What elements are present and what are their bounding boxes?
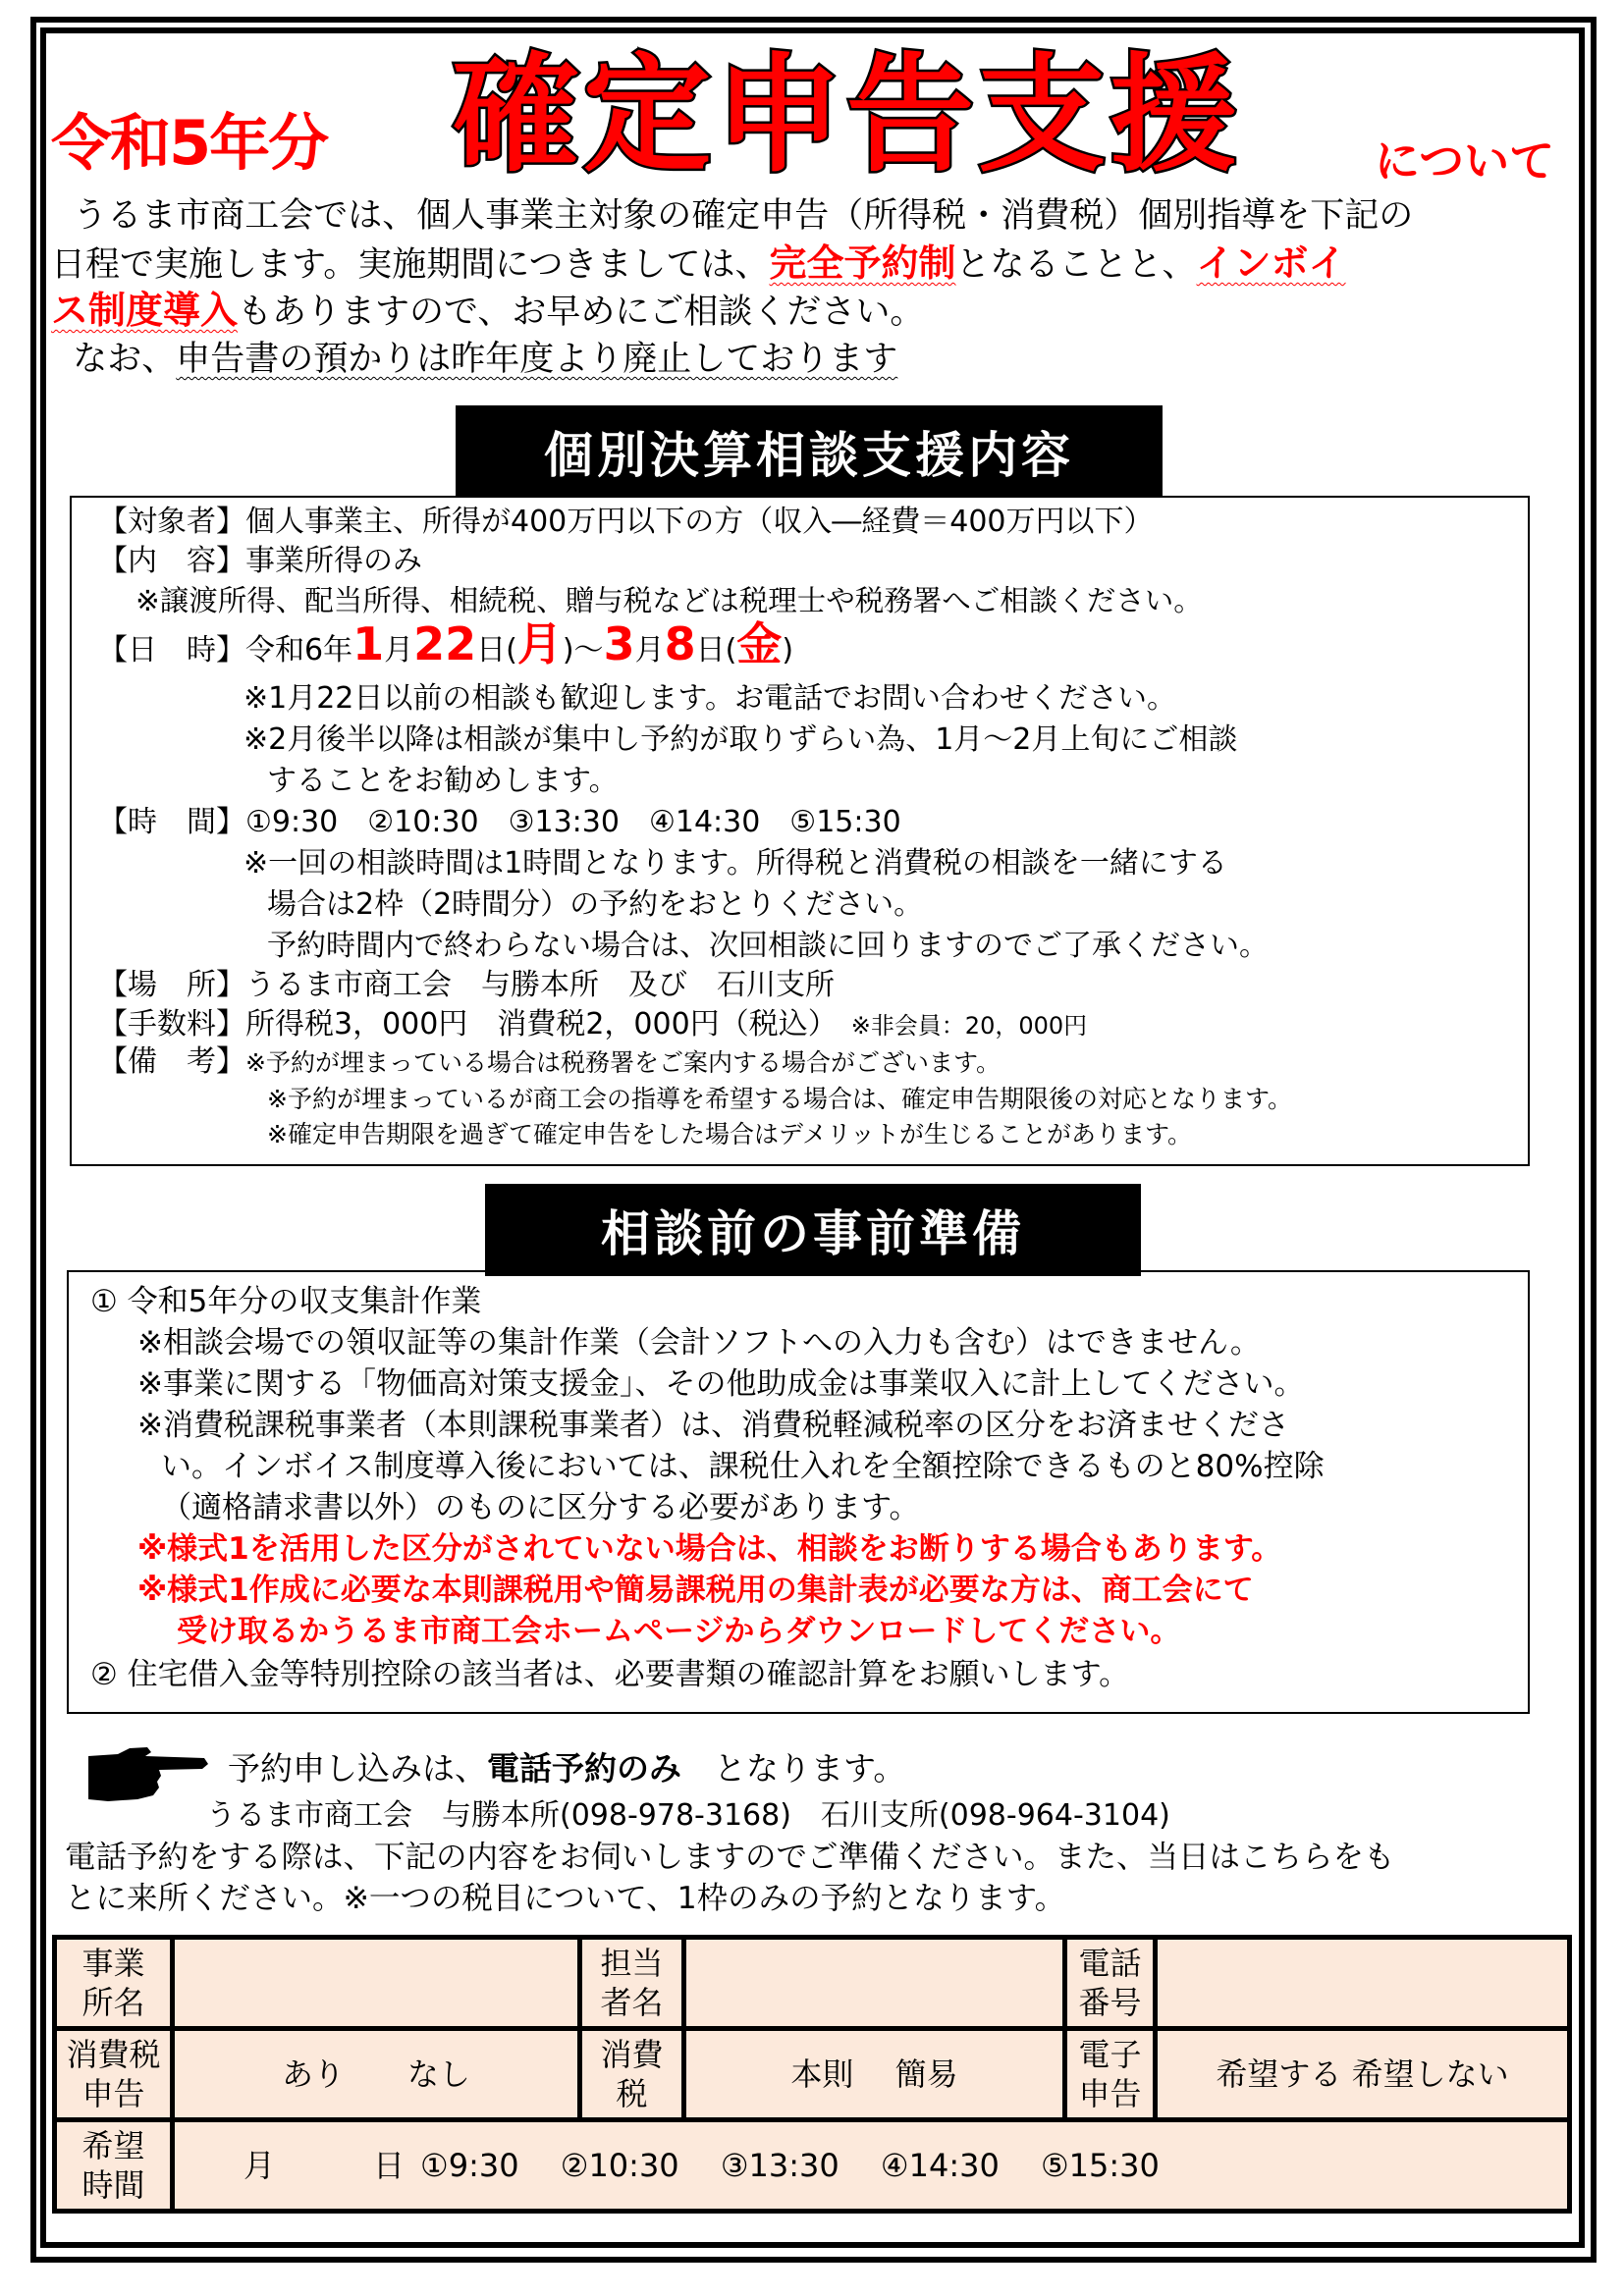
booking-text: となります。 <box>681 1749 906 1788</box>
business-name-field[interactable] <box>173 1938 580 2029</box>
booking-note-1: 電話予約をする際は、下記の内容をお伺いしますのでご準備ください。また、当日はこちらをも <box>65 1840 1395 1875</box>
target-value: 個人事業主、所得が400万円以下の方（収入―経費＝400万円以下） <box>245 505 1154 539</box>
fee-label: 【手数料】 <box>98 1007 245 1041</box>
intro-text: うるま市商工会では、個人事業主対象の確定申告（所得税・消費税）個別指導を下記の <box>73 196 1414 236</box>
consumption-tax-filing-label <box>55 2029 173 2120</box>
time-slot-options[interactable]: ①9:30 ②10:30 ③13:30 ④14:30 ⑤15:30 <box>420 2147 1160 2184</box>
label-line: 申告 <box>1078 2075 1142 2112</box>
end-month: 3 <box>603 617 635 670</box>
phone-field[interactable] <box>1156 1938 1570 2029</box>
reservation-form <box>52 1935 1572 2214</box>
label-line: 消費 <box>600 2036 664 2073</box>
section-header-preparation: 相談前の事前準備 <box>485 1184 1141 1276</box>
prep-note-3-cont: い。インボイス制度導入後においては、課税仕入れを全額控除できるものと80%控除 <box>161 1449 1325 1484</box>
preferred-time-field[interactable] <box>173 2120 1570 2212</box>
contact-numbers: うるま市商工会 与勝本所(098-978-3168) 石川支所(098-964-3104) <box>206 1798 1170 1833</box>
date-row <box>98 618 793 676</box>
booking-note-2: とに来所ください。※一つの税目について、1枠のみの予約となります。 <box>65 1881 1066 1916</box>
intro-text: なお、 <box>73 340 177 379</box>
booking-line <box>228 1747 905 1790</box>
time-slots: ①9:30 ②10:30 ③13:30 ④14:30 ⑤15:30 <box>245 805 901 839</box>
booking-text: 予約申し込みは、 <box>228 1749 487 1788</box>
content-label: 【内 容】 <box>98 544 245 578</box>
consumption-tax-type-label <box>580 2029 684 2120</box>
remark-3: ※確定申告期限を過ぎて確定申告をした場合はデメリットが生じることがあります。 <box>267 1120 1192 1148</box>
content-value: 事業所得のみ <box>245 544 422 578</box>
date-note-1: ※1月22日以前の相談も歓迎します。お電話でお問い合わせください。 <box>244 681 1176 716</box>
label-line: 希望 <box>81 2127 145 2164</box>
warning-download: ※様式1作成に必要な本則課税用や簡易課税用の集計表が必要な方は、商工会にて <box>137 1573 1254 1608</box>
phone-only-emphasis: 電話予約のみ <box>487 1749 681 1788</box>
e-filing-options[interactable]: 希望する 希望しない <box>1156 2029 1570 2120</box>
intro-text: となることと、 <box>955 245 1197 285</box>
remarks-label: 【備 考】 <box>98 1044 245 1079</box>
title-suffix: について <box>1375 134 1555 187</box>
place-row <box>98 966 835 1005</box>
time-note-2: 場合は2枠（2時間分）の予約をおとりください。 <box>267 887 924 922</box>
invoice-highlight: ス制度導入 <box>51 289 239 332</box>
title-year: 令和5年分 <box>51 107 328 179</box>
start-weekday: 月 <box>516 617 563 670</box>
business-name-label <box>55 1938 173 2029</box>
remark-2: ※予約が埋まっているが商工会の指導を希望する場合は、確定申告期限後の対応となります。 <box>267 1085 1292 1113</box>
section-header-consultation: 個別決算相談支援内容 <box>456 405 1163 498</box>
day-field[interactable]: 日 <box>373 2147 406 2184</box>
time-note-3: 予約時間内で終わらない場合は、次回相談に回りますのでご了承ください。 <box>267 929 1269 963</box>
label-line: 担当 <box>600 1945 664 1982</box>
day-unit: 日( <box>695 633 737 667</box>
label-line: 消費税 <box>66 2036 161 2073</box>
page-title: 確定申告支援 <box>452 40 1242 189</box>
label-line: 所名 <box>81 1984 145 2021</box>
start-month: 1 <box>352 617 385 670</box>
fee-value: 所得税3，000円 消費税2，000円（税込） <box>245 1007 838 1041</box>
time-note-1: ※一回の相談時間は1時間となります。所得税と消費税の相談を一緒にする <box>244 846 1227 881</box>
full-reservation-highlight: 完全予約制 <box>769 241 956 285</box>
non-member-fee: ※非会員：20，000円 <box>850 1012 1088 1040</box>
label-line: 税 <box>616 2075 648 2112</box>
prep-note-3: ※消費税課税事業者（本則課税事業者）は、消費税軽減税率の区分をお済ませくださ <box>137 1408 1289 1443</box>
target-row <box>98 503 1154 542</box>
label-line: 番号 <box>1078 1984 1142 2021</box>
label-line: 者名 <box>600 1984 664 2021</box>
consumption-tax-filing-options[interactable]: あり なし <box>173 2029 580 2120</box>
place-value: うるま市商工会 与勝本所 及び 石川支所 <box>245 968 835 1002</box>
prep-note-1: ※相談会場での領収証等の集計作業（会計ソフトへの入力も含む）はできません。 <box>137 1325 1261 1361</box>
date-prefix: 令和6年 <box>245 633 353 667</box>
month-field[interactable]: 月 <box>244 2147 276 2184</box>
date-separator: )～ <box>562 633 604 667</box>
prep-item-2: ② 住宅借入金等特別控除の該当者は、必要書類の確認計算をお願いします。 <box>90 1657 1130 1692</box>
label-line: 時間 <box>81 2166 145 2204</box>
prep-item-1: ① 令和5年分の収支集計作業 <box>90 1284 482 1319</box>
person-name-field[interactable] <box>684 1938 1065 2029</box>
date-label: 【日 時】 <box>98 633 245 667</box>
warning-form1: ※様式1を活用した区分がされていない場合は、相談をお断りする場合もあります。 <box>137 1531 1282 1567</box>
end-day: 8 <box>664 617 696 670</box>
pointing-hand-icon <box>88 1744 211 1803</box>
form-row-tax <box>55 2029 1570 2120</box>
month-unit: 月 <box>384 633 414 667</box>
remark-1: ※予約が埋まっている場合は税務署をご案内する場合がございます。 <box>245 1048 1001 1077</box>
form-row-time <box>55 2120 1570 2212</box>
content-row <box>98 542 422 581</box>
intro-line-3 <box>51 287 924 336</box>
target-label: 【対象者】 <box>98 505 245 539</box>
place-label: 【場 所】 <box>98 968 245 1002</box>
intro-text: 日程で実施します。実施期間につきましては、 <box>51 245 770 285</box>
start-day: 22 <box>413 617 477 670</box>
month-unit: 月 <box>634 633 665 667</box>
content-note: ※譲渡所得、配当所得、相続税、贈与税などは税理士や税務署へご相談ください。 <box>135 584 1203 617</box>
date-note-2-cont: することをお勧めします。 <box>267 764 619 798</box>
label-line: 申告 <box>81 2075 145 2112</box>
time-row <box>98 803 901 842</box>
prep-note-3-cont-2: （適格請求書以外）のものに区分する必要があります。 <box>161 1490 920 1525</box>
preferred-time-label <box>55 2120 173 2212</box>
label-line: 電話 <box>1078 1945 1142 1982</box>
person-name-label <box>580 1938 684 2029</box>
intro-line-4 <box>51 336 897 383</box>
warning-download-cont: 受け取るかうるま市商工会ホームページからダウンロードしてください。 <box>177 1614 1181 1649</box>
end-weekday: 金 <box>736 617 783 670</box>
consumption-tax-type-options[interactable]: 本則 簡易 <box>684 2029 1065 2120</box>
label-line: 電子 <box>1078 2036 1142 2073</box>
date-close: ) <box>782 633 794 667</box>
invoice-highlight: インボイ <box>1196 241 1346 285</box>
time-label: 【時 間】 <box>98 805 245 839</box>
date-note-2: ※2月後半以降は相談が集中し予約が取りずらい為、1月～2月上旬にご相談 <box>244 722 1238 757</box>
intro-text: もありますので、お早めにご相談ください。 <box>238 293 925 332</box>
label-line: 事業 <box>81 1945 145 1982</box>
form-row-business <box>55 1938 1570 2029</box>
prep-note-2: ※事業に関する「物価高対策支援金」、その他助成金は事業収入に計上してください。 <box>137 1366 1305 1402</box>
fee-row <box>98 1005 1087 1045</box>
e-filing-label <box>1065 2029 1156 2120</box>
intro-line-1 <box>51 192 1413 240</box>
abolished-notice: 申告書の預かりは昨年度より廃止しております <box>176 340 898 379</box>
intro-line-2 <box>51 240 1346 289</box>
day-unit: 日( <box>476 633 517 667</box>
phone-label <box>1065 1938 1156 2029</box>
remarks-row <box>98 1042 1001 1083</box>
